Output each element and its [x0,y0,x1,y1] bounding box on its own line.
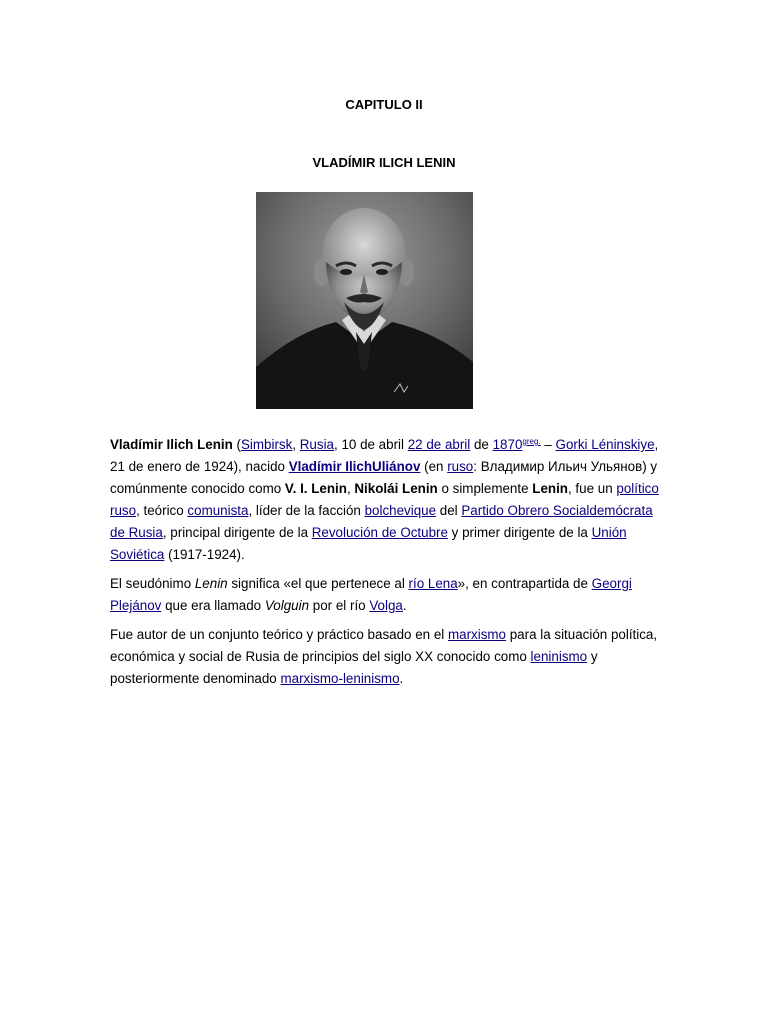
portrait-photo-image [256,192,473,409]
text-span: que era llamado [161,598,265,613]
link-comunista[interactable]: comunista [187,503,249,518]
text-span: por el río [309,598,370,613]
subject-name: Vladímir Ilich Lenin [110,437,233,452]
text-span: , teórico [136,503,188,518]
chapter-title: CAPITULO II [345,97,423,112]
link-gorki-leninskiye[interactable]: Gorki Léninskiye [555,437,655,452]
link-simbirsk[interactable]: Simbirsk [240,437,293,452]
text-span: El seudónimo [110,576,195,591]
text-span: , 21 de enero de 1924), nacido [110,437,659,474]
text-span: Fue autor de un conjunto teórico y práctico basado en el [110,627,448,642]
italic-term: Volguin [264,598,310,613]
text-span: . [402,598,407,613]
link-leninismo[interactable]: leninismo [530,649,588,664]
text-span: », en contrapartida de [457,576,592,591]
page-title: VLADÍMIR ILICH LENIN [312,155,456,170]
link-partido-obrero[interactable]: Partido Obrero Socialdemócrata de Rusia [110,503,653,540]
text-span: , fue un [567,481,617,496]
link-marxismo-leninismo[interactable]: marxismo-leninismo [280,671,400,686]
paragraph-intro [110,434,670,566]
link-greg[interactable]: greg. [522,437,541,446]
bold-name: Nikolái Lenin [354,481,438,496]
link-vladimir-ilich-ulianov[interactable]: Vladímir IlichUliánov [288,459,421,474]
text-span: y primer dirigente de la [447,525,592,540]
text-span: para la situación política, económica y social de Rusia de principios del siglo XX conocido como [110,627,658,664]
paragraph-leninism [110,624,670,690]
text-span: , 10 de abril [334,437,408,452]
link-rusia[interactable]: Rusia [299,437,335,452]
text-span: significa «el que pertenece al [227,576,409,591]
text-span: , líder de la facción [248,503,365,518]
bold-name: Lenin [532,481,568,496]
text-span: , [346,481,355,496]
text-span: – [540,437,556,452]
link-marxismo[interactable]: marxismo [447,627,506,642]
link-1870[interactable]: 1870 [492,437,523,452]
text-span: ( [232,437,241,452]
portrait-photo [256,192,473,409]
italic-term: Lenin [194,576,228,591]
text-span: (1917-1924). [164,547,245,562]
text-span: del [436,503,462,518]
link-union-sovietica[interactable]: Unión Soviética [110,525,627,562]
text-span: y posteriormente denominado [110,649,598,686]
text-span: o simplemente [437,481,533,496]
link-revolucion-de-octubre[interactable]: Revolución de Octubre [311,525,448,540]
link-22-de-abril[interactable]: 22 de abril [407,437,471,452]
body-text [110,434,670,690]
text-span: (en [420,459,448,474]
link-politico[interactable]: político [616,481,659,496]
text-span: de [470,437,493,452]
link-volga[interactable]: Volga [369,598,403,613]
link-ruso-idioma[interactable]: ruso [447,459,474,474]
text-span: , [292,437,300,452]
text-span: , principal dirigente de la [162,525,312,540]
link-rio-lena[interactable]: río Lena [408,576,458,591]
link-georgi-plejanov[interactable]: Georgi Plejánov [110,576,632,613]
paragraph-pseudonym [110,573,670,617]
text-span: : Владимир Ильич Ульянов) y comúnmente conocido como [110,459,658,496]
bold-name: V. I. Lenin [284,481,347,496]
link-bolchevique[interactable]: bolchevique [364,503,437,518]
link-ruso[interactable]: ruso [110,503,137,518]
text-span: . [399,671,404,686]
